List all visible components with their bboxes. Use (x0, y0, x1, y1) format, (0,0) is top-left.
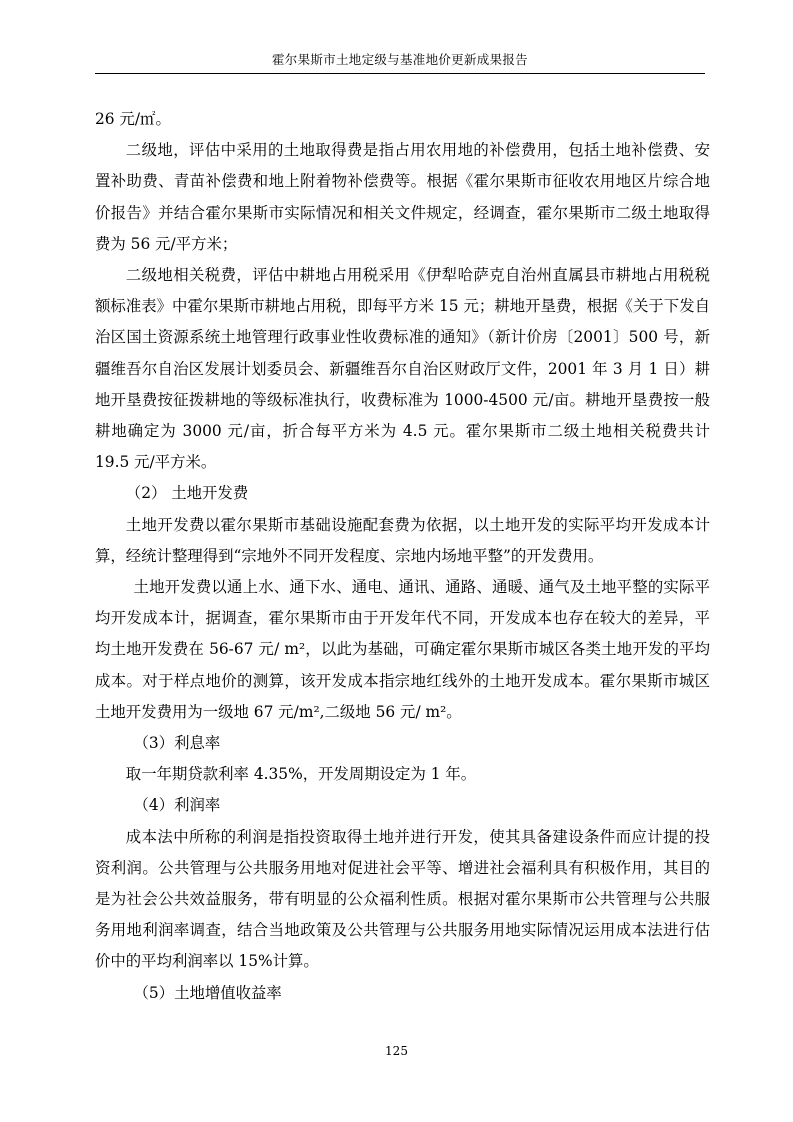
header-rule (95, 73, 705, 74)
paragraph-land-acquisition-fee: 二级地，评估中采用的土地取得费是指占用农用地的补偿费用，包括土地补偿费、安置补助费、青苗补偿费和地上附着物补偿费等。根据《霍尔果斯市征收农用地区片综合地价报告》并结合霍尔果斯市实际情况和相关文件规定，经调查，霍尔果斯市二级土地取得费为 56 元/平方米； (95, 141, 710, 253)
document-body (95, 104, 710, 1009)
page-header-title: 霍尔果斯市土地定级与基准地价更新成果报告 (271, 52, 528, 67)
paragraph-profit-rate: 成本法中所称的利润是指投资取得土地并进行开发，使其具备建设条件而应计提的投资利润。公共管理与公共服务用地对促进社会平等、增进社会福利具有积极作用，其目的是为社会公共效益服务，带有明显的公众福利性质。根据对霍尔果斯市公共管理与公共服务用地利润率调查，结合当地政策及公共管理与公共服务用地实际情况运用成本法进行估价中的平均利润率以 15%计算。 (95, 827, 710, 971)
paragraph-related-taxes: 二级地相关税费，评估中耕地占用税采用《伊犁哈萨克自治州直属县市耕地占用税税额标准表》中霍尔果斯市耕地占用税，即每平方米 15 元；耕地开垦费，根据《关于下发自治区国土资源系统土地管理行政事业性收费标准的通知》（新计价房〔2001〕500 号，新疆维吾尔自治区发展计划委员会、新疆维吾尔自治区财政厅文件，2001 年 3 月 1 日）耕地开垦费按征拨耕地的等级标准执行，收费标准为 1000-4500 元/亩。耕地开垦费按一般耕地确定为 3000 元/亩，折合每平方米为 4.5 元。霍尔果斯市二级土地相关税费共计 19.5 元/平方米。 (95, 266, 710, 472)
paragraph-interest-rate: 取一年期贷款利率 4.35%，开发周期设定为 1 年。 (125, 765, 477, 784)
paragraph-development-fee-detail: 土地开发费以通上水、通下水、通电、通讯、通路、通暖、通气及土地平整的实际平均开发成本计，据调查，霍尔果斯市由于开发年代不同，开发成本也存在较大的差异，平均土地开发费在 56-67 元/ m²，以此为基础，可确定霍尔果斯市城区各类土地开发的平均成本。对于样点地价的测算，该开发成本指宗地红线外的土地开发成本。霍尔果斯市城区土地开发费用为一级地 67 元/m²,二级地 56 元/ m²。 (95, 578, 710, 721)
heading-interest-rate: （3）利息率 (133, 734, 221, 753)
page-number: 125 (385, 1044, 408, 1058)
heading-profit-rate: （4）利润率 (133, 796, 221, 815)
paragraph-continuation: 26 元/㎡。 (95, 110, 171, 128)
heading-land-value-increment-rate: （5）土地增值收益率 (133, 983, 282, 1002)
heading-land-development-fee: （2） 土地开发费 (125, 484, 249, 503)
paragraph-development-fee-basis: 土地开发费以霍尔果斯市基础设施配套费为依据，以土地开发的实际平均开发成本计算，经统计整理得到“宗地外不同开发程度、宗地内场地平整”的开发费用。 (95, 515, 710, 565)
